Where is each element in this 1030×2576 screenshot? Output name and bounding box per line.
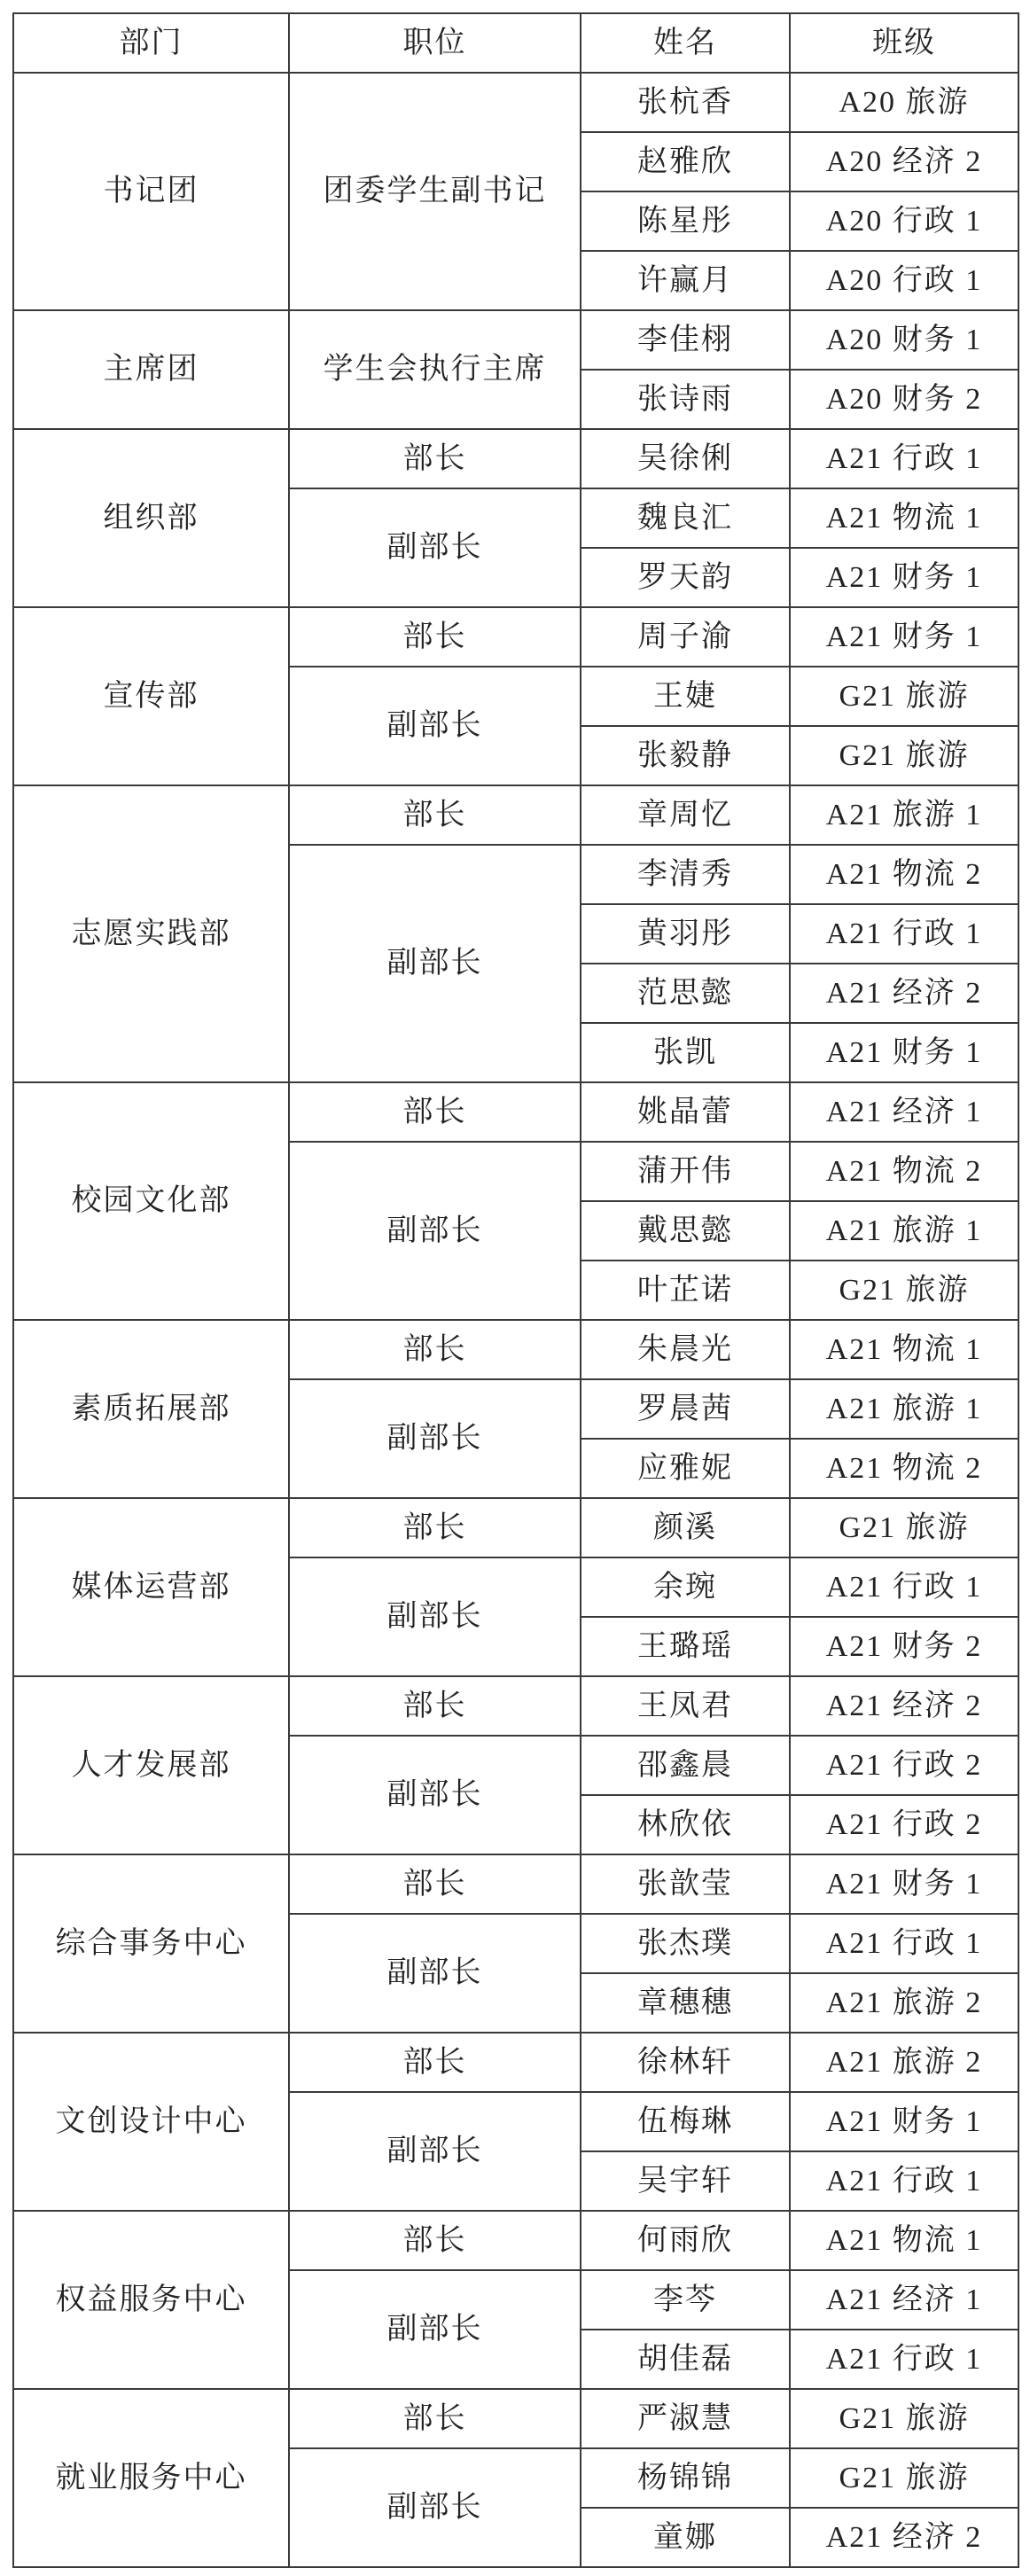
name-cell: 徐林轩 (581, 2033, 790, 2092)
name-cell: 黄羽彤 (581, 904, 790, 964)
name-cell: 颜溪 (581, 1498, 790, 1557)
role-cell: 部长 (289, 1320, 581, 1379)
role-cell: 部长 (289, 429, 581, 488)
name-cell: 张杭香 (581, 73, 790, 132)
role-cell: 副部长 (289, 1142, 581, 1320)
name-cell: 胡佳磊 (581, 2330, 790, 2389)
role-cell: 副部长 (289, 2270, 581, 2389)
class-cell: A21 经济 2 (790, 964, 1018, 1023)
role-cell: 部长 (289, 785, 581, 845)
dept-cell: 媒体运营部 (13, 1498, 289, 1676)
name-cell: 章周忆 (581, 785, 790, 845)
name-cell: 林欣依 (581, 1795, 790, 1854)
class-cell: G21 旅游 (790, 1261, 1018, 1320)
class-cell: A20 财务 2 (790, 370, 1018, 429)
name-cell: 戴思懿 (581, 1201, 790, 1261)
dept-cell: 校园文化部 (13, 1082, 289, 1320)
class-cell: A21 财务 1 (790, 2092, 1018, 2151)
role-cell: 部长 (289, 1676, 581, 1736)
name-cell: 李清秀 (581, 845, 790, 904)
name-cell: 朱晨光 (581, 1320, 790, 1379)
class-cell: G21 旅游 (790, 726, 1018, 785)
name-cell: 李佳栩 (581, 310, 790, 370)
role-cell: 部长 (289, 2211, 581, 2270)
name-cell: 余琬 (581, 1557, 790, 1617)
class-cell: G21 旅游 (790, 1498, 1018, 1557)
table-row (13, 2389, 1018, 2448)
class-cell: A20 财务 1 (790, 310, 1018, 370)
role-cell: 部长 (289, 1854, 581, 1914)
class-cell: A21 旅游 2 (790, 2033, 1018, 2092)
role-cell: 部长 (289, 2389, 581, 2448)
class-cell: A21 旅游 1 (790, 1201, 1018, 1261)
dept-cell: 组织部 (13, 429, 289, 607)
name-cell: 赵雅欣 (581, 132, 790, 191)
table-row (13, 310, 1018, 370)
dept-cell: 综合事务中心 (13, 1854, 289, 2033)
class-cell: A20 旅游 (790, 73, 1018, 132)
name-cell: 童娜 (581, 2508, 790, 2567)
name-cell: 魏良汇 (581, 488, 790, 548)
role-cell: 副部长 (289, 667, 581, 785)
class-cell: A21 行政 2 (790, 1795, 1018, 1854)
class-cell: A21 经济 1 (790, 2270, 1018, 2330)
class-cell: A21 行政 1 (790, 904, 1018, 964)
class-cell: A21 财务 1 (790, 607, 1018, 667)
class-cell: A21 行政 1 (790, 1914, 1018, 1973)
name-cell: 罗晨茜 (581, 1379, 790, 1439)
table-row (13, 785, 1018, 845)
name-cell: 伍梅琳 (581, 2092, 790, 2151)
class-cell: A21 财务 1 (790, 548, 1018, 607)
role-cell: 部长 (289, 1498, 581, 1557)
dept-cell: 人才发展部 (13, 1676, 289, 1854)
roster-table (12, 12, 1019, 2568)
class-cell: A21 旅游 2 (790, 1973, 1018, 2033)
class-cell: A20 行政 1 (790, 251, 1018, 310)
table-row (13, 607, 1018, 667)
class-cell: G21 旅游 (790, 2389, 1018, 2448)
class-cell: A21 经济 2 (790, 2508, 1018, 2567)
header-class: 班级 (790, 13, 1018, 73)
role-cell: 部长 (289, 2033, 581, 2092)
class-cell: A20 行政 1 (790, 191, 1018, 251)
name-cell: 张诗雨 (581, 370, 790, 429)
role-cell: 副部长 (289, 1557, 581, 1676)
class-cell: A21 物流 2 (790, 1142, 1018, 1201)
table-row (13, 1854, 1018, 1914)
role-cell: 副部长 (289, 1914, 581, 2033)
name-cell: 王婕 (581, 667, 790, 726)
class-cell: A21 经济 2 (790, 1676, 1018, 1736)
name-cell: 张毅静 (581, 726, 790, 785)
table-row (13, 2211, 1018, 2270)
header-role: 职位 (289, 13, 581, 73)
name-cell: 周子渝 (581, 607, 790, 667)
role-cell: 副部长 (289, 488, 581, 607)
class-cell: A21 行政 1 (790, 2330, 1018, 2389)
name-cell: 罗天韵 (581, 548, 790, 607)
name-cell: 王凤君 (581, 1676, 790, 1736)
name-cell: 王璐瑶 (581, 1617, 790, 1676)
name-cell: 吴宇轩 (581, 2151, 790, 2211)
class-cell: A21 物流 2 (790, 1439, 1018, 1498)
name-cell: 陈星彤 (581, 191, 790, 251)
name-cell: 张杰璞 (581, 1914, 790, 1973)
dept-cell: 书记团 (13, 73, 289, 310)
class-cell: A21 行政 1 (790, 2151, 1018, 2211)
class-cell: A20 经济 2 (790, 132, 1018, 191)
class-cell: A21 行政 1 (790, 429, 1018, 488)
class-cell: A21 旅游 1 (790, 785, 1018, 845)
name-cell: 张歆莹 (581, 1854, 790, 1914)
class-cell: G21 旅游 (790, 2448, 1018, 2508)
name-cell: 李芩 (581, 2270, 790, 2330)
name-cell: 张凯 (581, 1023, 790, 1082)
name-cell: 章穗穗 (581, 1973, 790, 2033)
name-cell: 何雨欣 (581, 2211, 790, 2270)
role-cell: 部长 (289, 1082, 581, 1142)
name-cell: 姚晶蕾 (581, 1082, 790, 1142)
class-cell: A21 物流 2 (790, 845, 1018, 904)
dept-cell: 志愿实践部 (13, 785, 289, 1082)
role-cell: 副部长 (289, 1736, 581, 1854)
dept-cell: 主席团 (13, 310, 289, 429)
name-cell: 叶芷诺 (581, 1261, 790, 1320)
class-cell: A21 行政 2 (790, 1736, 1018, 1795)
header-row (13, 13, 1018, 73)
class-cell: A21 财务 1 (790, 1023, 1018, 1082)
table-row (13, 1082, 1018, 1142)
name-cell: 许赢月 (581, 251, 790, 310)
class-cell: A21 行政 1 (790, 1557, 1018, 1617)
table-row (13, 1676, 1018, 1736)
header-name: 姓名 (581, 13, 790, 73)
class-cell: A21 旅游 1 (790, 1379, 1018, 1439)
role-cell: 学生会执行主席 (289, 310, 581, 429)
name-cell: 严淑慧 (581, 2389, 790, 2448)
table-row (13, 429, 1018, 488)
class-cell: A21 财务 2 (790, 1617, 1018, 1676)
class-cell: A21 物流 1 (790, 2211, 1018, 2270)
class-cell: A21 物流 1 (790, 488, 1018, 548)
header-dept: 部门 (13, 13, 289, 73)
class-cell: G21 旅游 (790, 667, 1018, 726)
roster-body (13, 73, 1018, 2567)
role-cell: 副部长 (289, 2448, 581, 2567)
class-cell: A21 经济 1 (790, 1082, 1018, 1142)
dept-cell: 文创设计中心 (13, 2033, 289, 2211)
table-row (13, 1320, 1018, 1379)
class-cell: A21 物流 1 (790, 1320, 1018, 1379)
dept-cell: 宣传部 (13, 607, 289, 785)
table-row (13, 73, 1018, 132)
name-cell: 邵鑫晨 (581, 1736, 790, 1795)
name-cell: 范思懿 (581, 964, 790, 1023)
class-cell: A21 财务 1 (790, 1854, 1018, 1914)
name-cell: 杨锦锦 (581, 2448, 790, 2508)
dept-cell: 就业服务中心 (13, 2389, 289, 2567)
name-cell: 应雅妮 (581, 1439, 790, 1498)
dept-cell: 权益服务中心 (13, 2211, 289, 2389)
name-cell: 吴徐俐 (581, 429, 790, 488)
table-row (13, 2033, 1018, 2092)
name-cell: 蒲开伟 (581, 1142, 790, 1201)
role-cell: 副部长 (289, 845, 581, 1082)
role-cell: 部长 (289, 607, 581, 667)
role-cell: 副部长 (289, 1379, 581, 1498)
dept-cell: 素质拓展部 (13, 1320, 289, 1498)
role-cell: 团委学生副书记 (289, 73, 581, 310)
table-row (13, 1498, 1018, 1557)
role-cell: 副部长 (289, 2092, 581, 2211)
